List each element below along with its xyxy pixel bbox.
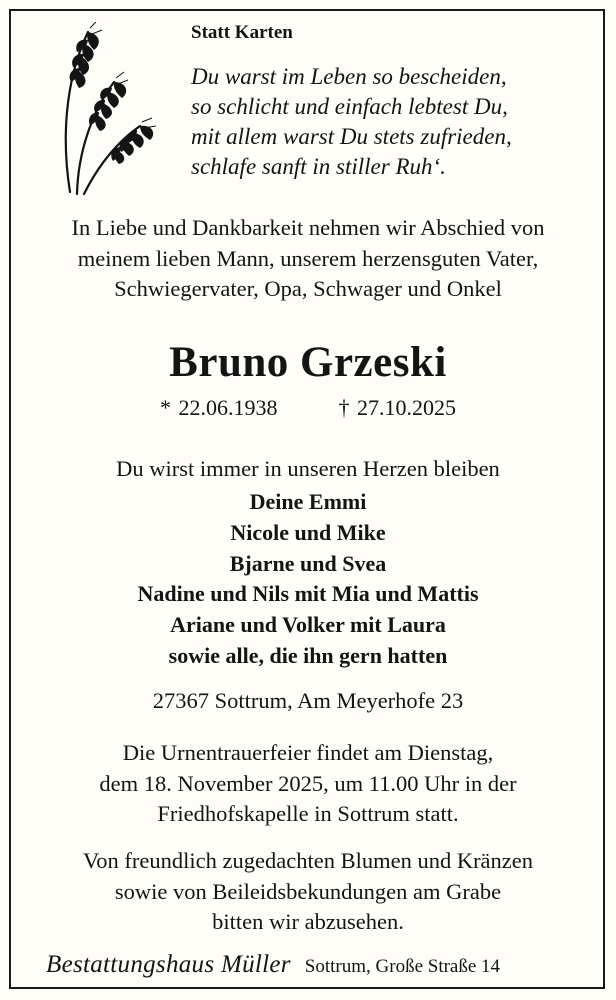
wheat-ears-icon [44,22,184,200]
mourner-line: Nicole und Mike [230,519,386,545]
flowers-line: Von freundlich zugedachten Blumen und Kränzen [82,848,534,873]
service-line: dem 18. November 2025, um 11.00 Uhr in der [99,770,517,796]
mourner-line: Ariane und Volker mit Laura [170,612,446,638]
intro-line: meinem lieben Mann, unserem herzensguten Vater, [77,245,539,271]
funeral-home-address: Sottrum, Große Straße 14 [304,956,501,977]
funeral-home-footer [46,951,500,979]
death-date: 27.10.2025 [357,395,456,420]
intro-line: Schwiegervater, Opa, Schwager und Onkel [114,276,502,301]
poem [191,62,512,182]
heart-line: Du wirst immer in unseren Herzen bleiben [116,456,500,481]
flowers-note [0,846,616,938]
statt-karten-heading: Statt Karten [191,22,293,43]
family-address: 27367 Sottrum, Am Meyerhofe 23 [152,688,464,713]
service-line: Die Urnentrauerfeier findet am Dienstag, [122,740,494,765]
birth-symbol: * [160,395,171,420]
mourner-line: Bjarne und Svea [229,550,387,576]
death-cross-icon: † [338,395,350,420]
poem-line: mit allem warst Du stets zufrieden, [191,124,512,149]
funeral-home-name: Bestattungshaus Müller [46,951,291,978]
intro-text [0,213,616,305]
mourner-line: Nadine und Nils mit Mia und Mattis [137,581,479,607]
flowers-line: bitten wir abzusehen. [212,909,404,934]
mourner-line: sowie alle, die ihn gern hatten [168,642,448,668]
intro-line: In Liebe und Dankbarkeit nehmen wir Abschied von [71,215,545,240]
service-line: Friedhofskapelle in Sottrum statt. [157,801,459,826]
life-dates [0,395,616,421]
birth-date: 22.06.1938 [178,395,278,420]
service-info [0,738,616,830]
poem-line: so schlicht und einfach lebtest Du, [191,94,508,119]
poem-line: schlafe sanft in stiller Ruh‘. [191,154,446,179]
deceased-name: Bruno Grzeski [169,339,447,386]
flowers-line: sowie von Beileidsbekundungen am Grabe [114,878,502,904]
mourners-list [0,487,616,672]
poem-line: Du warst im Leben so bescheiden, [191,64,507,89]
mourner-line: Deine Emmi [249,489,367,514]
